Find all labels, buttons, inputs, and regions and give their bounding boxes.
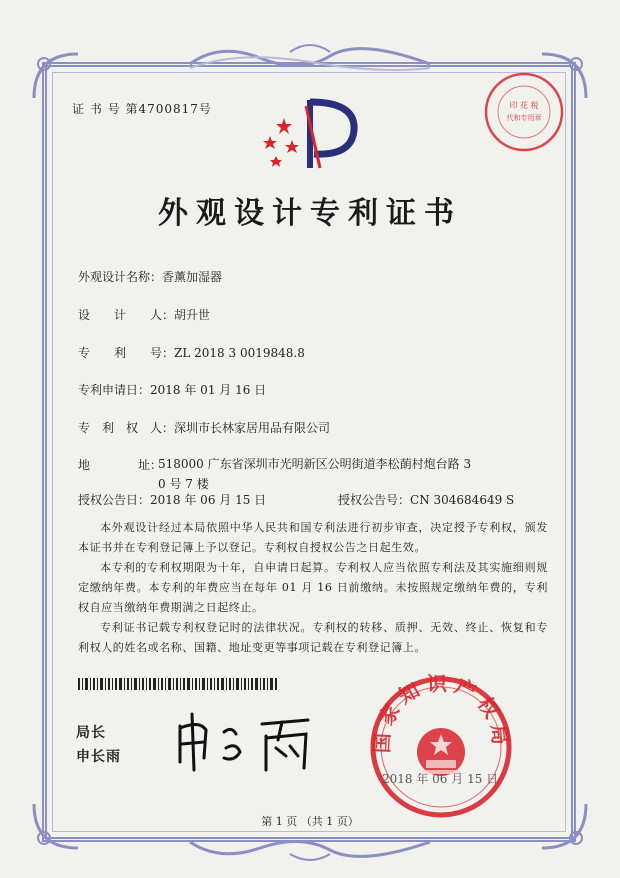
field-label: 专 利 权 人： [78,421,175,435]
paragraph-legal-status: 专利证书记载专利权登记时的法律状况。专利权的转移、质押、无效、终止、恢复和专利权人的姓名或名称、国籍、地址变更等事项记载在专利登记簿上。 [78,621,548,654]
field-label: 授权公告日： [78,493,151,507]
field-value: 香薰加湿器 [162,270,223,284]
certificate-title: 外观设计专利证书 [158,196,462,231]
field-label: 授权公告号： [338,493,411,507]
field-label: 设 计 人： [78,308,175,322]
field-grant-number [338,491,514,508]
copy-seal [482,70,566,154]
field-value: 2018 年 01 月 16 日 [150,383,267,397]
field-value: CN 304684649 S [410,493,515,507]
field-designer [78,306,210,323]
certificate-number: 证 书 号 第4700817号 [72,102,212,116]
corner-ornament-top-left [30,50,82,102]
field-value: 深圳市长林家居用品有限公司 [174,421,331,435]
field-patent-number [78,344,305,361]
bottom-ornament [180,836,440,866]
paragraph-term: 本专利的专利权期限为十年，自申请日起算。专利权人应当依照专利法及其实施细则规定缴纳年费。本专利的年费应当在每年 01 月 16 日前缴纳。未按照规定缴纳年费的，专利权自应当缴纳年费期满之日起终止。 [78,561,548,614]
field-label: 专 利 号： [78,346,175,360]
top-ornament [180,38,440,74]
director-name: 申长雨 [76,749,121,765]
field-design-name [78,268,222,285]
page-number: 第 1 页 （共 1 页） [261,815,359,828]
field-value: 胡升世 [174,308,211,322]
sipo-official-seal [366,672,516,822]
svg-text:代和专用章: 代和专用章 [506,114,542,122]
field-label: 地 址： [78,458,163,472]
barcode [78,678,278,690]
sipo-logo-icon [262,96,362,172]
field-value: 2018 年 06 月 15 日 [150,493,267,507]
field-address-label [78,456,162,473]
handwritten-signature [170,706,320,776]
field-grant-date [78,491,266,508]
field-address-value [158,454,498,494]
director-title: 局长 [76,725,106,741]
field-patentee [78,419,330,436]
field-application-date [78,381,266,398]
paragraph-grant: 本外观设计经过本局依照中华人民共和国专利法进行初步审查，决定授予专利权，颁发本证书并在专利登记簿上予以登记。专利权自授权公告之日起生效。 [78,521,548,554]
address-line: 518000 广东省深圳市光明新区公明街道李松蓢村炮台路 3 [158,457,472,471]
field-value: ZL 2018 3 0019848.8 [174,346,305,360]
svg-text:国家知识产权局: 国家知识产权局 [369,672,513,754]
svg-text:印 花 税: 印 花 税 [509,101,539,110]
field-label: 专利申请日： [78,383,151,397]
seal-date: 2018 年 06 月 15 日 [382,772,499,786]
address-line: 0 号 7 楼 [158,477,209,491]
field-label: 外观设计名称： [78,270,163,284]
